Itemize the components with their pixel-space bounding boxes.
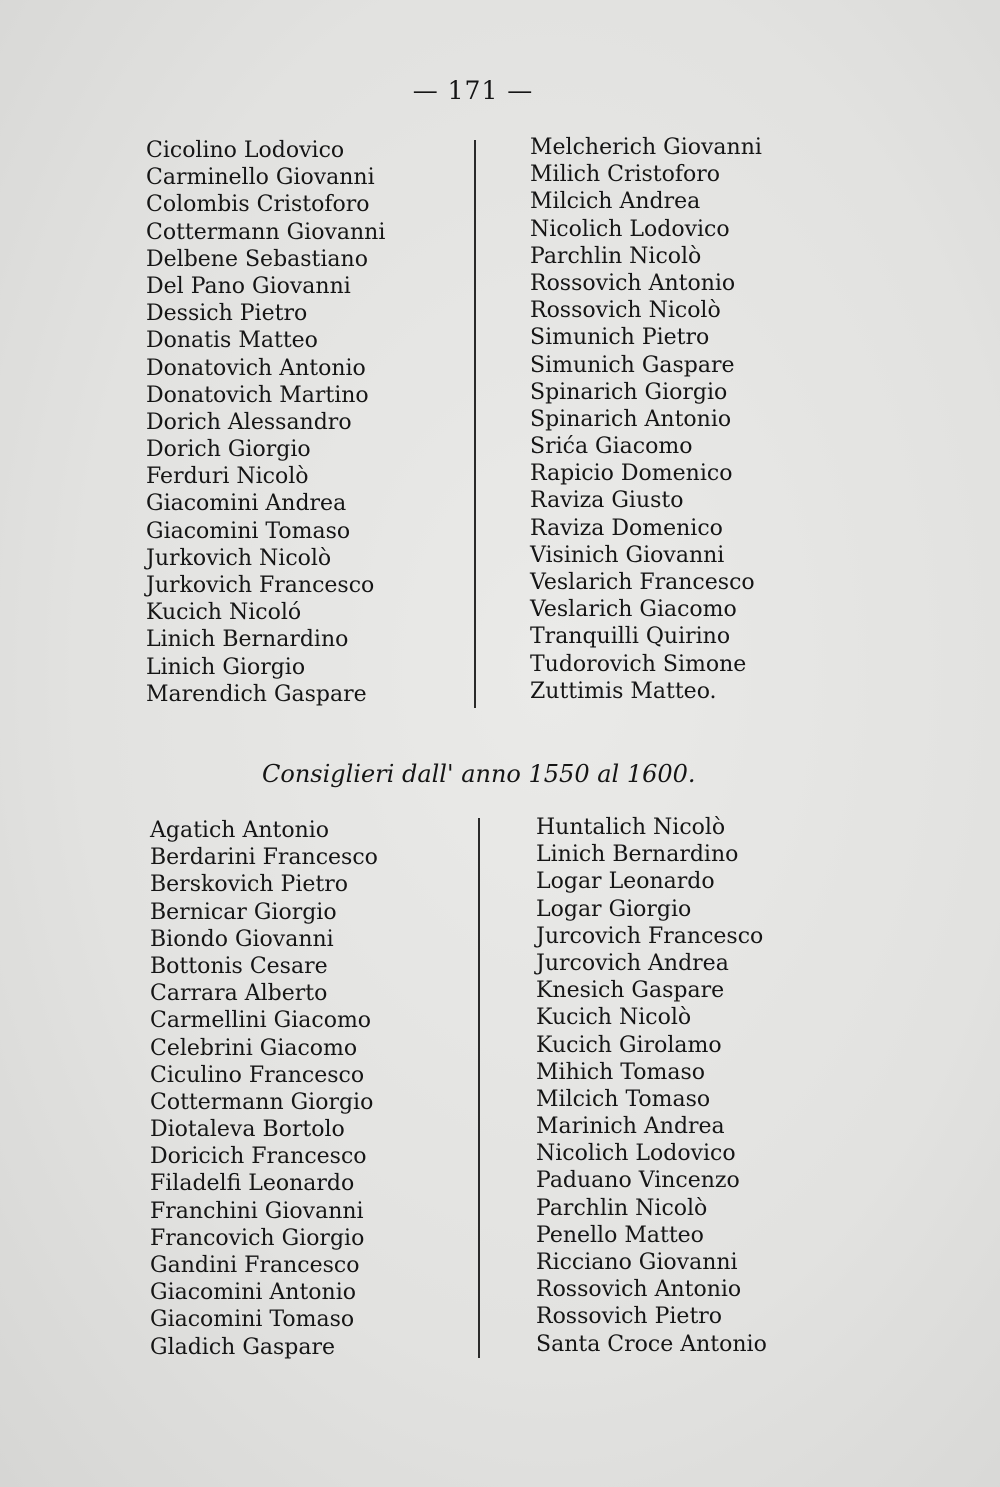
name-entry: Celebrini Giacomo <box>150 1035 358 1061</box>
name-entry: Dorich Giorgio <box>146 437 311 463</box>
name-entry: Rapicio Domenico <box>530 461 733 487</box>
name-entry: Colombis Cristoforo <box>146 192 370 218</box>
name-entry: Ciculino Francesco <box>150 1062 365 1088</box>
name-entry: Spinarich Antonio <box>530 406 732 432</box>
name-entry: Giacomini Tomaso <box>150 1307 355 1333</box>
name-entry: Giacomini Andrea <box>146 491 347 517</box>
name-entry: Donatis Matteo <box>146 328 318 354</box>
name-entry: Bottonis Cesare <box>150 953 328 979</box>
name-entry: Rossovich Nicolò <box>530 298 721 324</box>
name-entry: Rossovich Pietro <box>536 1304 723 1330</box>
name-entry: Rossovich Antonio <box>530 270 736 296</box>
name-entry: Jurcovich Francesco <box>536 923 764 949</box>
name-entry: Carminello Giovanni <box>146 165 375 191</box>
name-entry: Kucich Girolamo <box>536 1032 722 1058</box>
name-entry: Logar Giorgio <box>536 896 692 922</box>
name-entry: Tranquilli Quirino <box>530 624 731 650</box>
name-entry: Jurkovich Nicolò <box>146 545 332 571</box>
name-entry: Parchlin Nicolò <box>530 243 702 269</box>
name-entry: Ferduri Nicolò <box>146 464 309 490</box>
name-entry: Cottermann Giovanni <box>146 219 386 245</box>
name-entry: Dorich Alessandro <box>146 409 352 435</box>
name-entry: Milich Cristoforo <box>530 162 721 188</box>
name-entry: Milcich Tomaso <box>536 1086 711 1112</box>
name-entry: Giacomini Antonio <box>150 1280 356 1306</box>
name-entry: Francovich Giorgio <box>150 1225 365 1251</box>
name-entry: Cottermann Giorgio <box>150 1089 374 1115</box>
name-entry: Berdarini Francesco <box>150 845 378 871</box>
column-divider-1 <box>474 140 476 708</box>
name-list-2-left-column <box>150 817 378 1361</box>
name-entry: Gandini Francesco <box>150 1253 360 1278</box>
name-entry: Tudorovich Simone <box>530 651 747 677</box>
name-entry: Del Pano Giovanni <box>146 273 351 299</box>
name-entry: Donatovich Antonio <box>146 355 366 381</box>
name-entry: Dessich Pietro <box>146 301 308 327</box>
name-entry: Ricciano Giovanni <box>536 1250 738 1275</box>
name-entry: Jurcovich Andrea <box>536 950 729 976</box>
name-entry: Kucich Nicolò <box>536 1005 692 1031</box>
name-entry: Carrara Alberto <box>150 981 328 1007</box>
name-entry: Simunich Gaspare <box>530 352 735 378</box>
name-list-2-right-column <box>536 814 767 1358</box>
name-entry: Agatich Antonio <box>150 818 330 843</box>
name-entry: Donatovich Martino <box>146 382 369 408</box>
name-list-1-right-column <box>530 134 762 705</box>
name-entry: Franchini Giovanni <box>150 1198 364 1224</box>
name-entry: Veslarich Giacomo <box>530 597 737 623</box>
name-entry: Melcherich Giovanni <box>530 135 762 160</box>
name-entry: Jurkovich Francesco <box>146 573 375 598</box>
name-entry: Biondo Giovanni <box>150 926 334 952</box>
name-entry: Zuttimis Matteo. <box>530 678 717 704</box>
name-entry: Delbene Sebastiano <box>146 246 368 272</box>
name-entry: Visinich Giovanni <box>530 542 725 568</box>
name-entry: Paduano Vincenzo <box>536 1168 740 1194</box>
name-entry: Srića Giacomo <box>530 434 693 460</box>
name-entry: Spinarich Giorgio <box>530 379 728 405</box>
name-entry: Berskovich Pietro <box>150 872 348 898</box>
name-entry: Milcich Andrea <box>530 189 701 215</box>
name-entry: Giacomini Tomaso <box>146 518 351 544</box>
page-number: — 171 — <box>412 76 534 105</box>
name-entry: Linich Bernardino <box>146 627 349 653</box>
section-heading: Consiglieri dall' anno 1550 al 1600. <box>262 760 696 788</box>
name-entry: Huntalich Nicolò <box>536 815 726 840</box>
name-entry: Santa Croce Antonio <box>536 1331 767 1357</box>
name-entry: Penello Matteo <box>536 1222 704 1248</box>
name-entry: Nicolich Lodovico <box>536 1141 736 1167</box>
name-entry: Nicolich Lodovico <box>530 216 730 242</box>
name-entry: Bernicar Giorgio <box>150 899 337 925</box>
name-entry: Marinich Andrea <box>536 1114 725 1140</box>
name-entry: Linich Giorgio <box>146 654 306 680</box>
name-entry: Knesich Gaspare <box>536 978 725 1004</box>
name-entry: Mihich Tomaso <box>536 1059 705 1085</box>
name-entry: Rossovich Antonio <box>536 1277 742 1303</box>
column-divider-2 <box>478 818 480 1358</box>
name-entry: Doricich Francesco <box>150 1144 367 1170</box>
name-entry: Logar Leonardo <box>536 869 715 895</box>
name-list-1-left-column <box>146 137 385 708</box>
name-entry: Veslarich Francesco <box>530 570 755 595</box>
name-entry: Filadelfi Leonardo <box>150 1171 355 1197</box>
name-entry: Raviza Domenico <box>530 515 723 541</box>
name-entry: Raviza Giusto <box>530 488 684 514</box>
name-entry: Carmellini Giacomo <box>150 1008 372 1034</box>
name-entry: Diotaleva Bortolo <box>150 1117 345 1143</box>
name-entry: Marendich Gaspare <box>146 681 367 707</box>
name-entry: Simunich Pietro <box>530 325 710 351</box>
name-entry: Parchlin Nicolò <box>536 1195 708 1221</box>
name-entry: Linich Bernardino <box>536 842 739 868</box>
name-entry: Gladich Gaspare <box>150 1334 336 1360</box>
name-entry: Kucich Nicoló <box>146 600 302 626</box>
name-entry: Cicolino Lodovico <box>146 138 345 163</box>
